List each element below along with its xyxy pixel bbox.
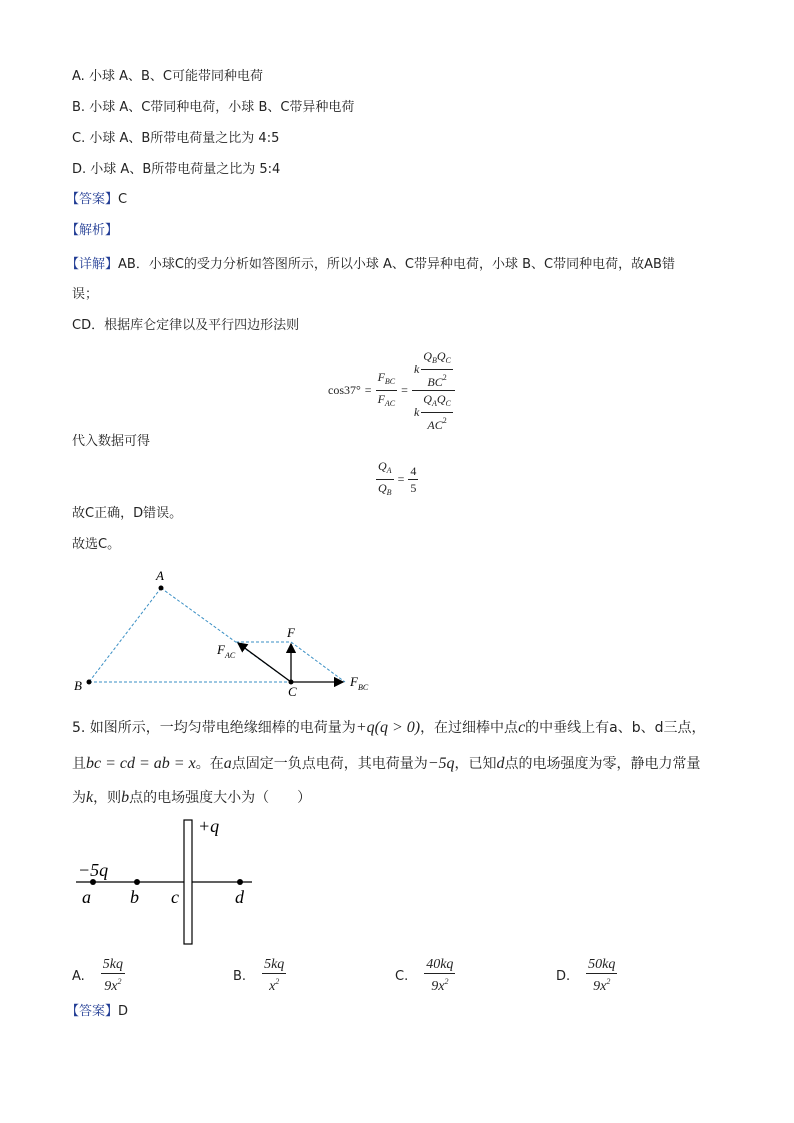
detail-line-2: 误； <box>72 287 99 302</box>
detail-line-1 <box>66 256 675 274</box>
analysis-line <box>66 222 118 240</box>
option-text: 小球 A、C带同种电荷，小球 B、C带异种电荷 <box>89 100 355 115</box>
q5-line-1: 5. 如图所示，一均匀带电绝缘细棒的电荷量为+q(q > 0)，在过细棒中点c的中垂线上有a、b、d三点， <box>72 719 706 736</box>
rod-diagram <box>70 812 270 952</box>
detail-tag: 【详解】 <box>66 257 119 272</box>
option-b <box>72 99 354 117</box>
label-c: c <box>171 887 179 907</box>
equals-sign: = <box>401 383 408 397</box>
cos-term: cos37° <box>328 383 361 397</box>
substitute-line: 代入数据可得 <box>72 434 151 449</box>
q5-option-b: B. $\frac{5kq}{x^2}$ <box>233 957 285 994</box>
equals-sign: = <box>397 472 405 486</box>
force-diagram <box>60 560 400 700</box>
arrow-fac <box>238 643 291 682</box>
option-key: D. <box>72 162 87 177</box>
option-key: A. <box>72 69 85 84</box>
coulomb-ratio: k $\frac{Q_BQ_C}{BC^2}$ k $\frac{Q_AQ_C}{AC^2}$ <box>412 348 455 433</box>
label-b: B <box>74 678 82 693</box>
q5-line-2: 且bc = cd = ab = x。在a点固定一负点电荷，其电荷量为−5q，已知d点的电场强度为零，静电力常量 <box>72 755 701 772</box>
answer-value: D <box>118 1004 129 1019</box>
option-a <box>72 68 263 86</box>
analysis-tag: 【解析】 <box>66 223 119 238</box>
q5-option-a: A. $\frac{5kq}{9x^2}$ <box>72 957 124 994</box>
conclusion-1: 故C正确，D错误。 <box>72 506 183 521</box>
point-a <box>159 586 164 591</box>
force-ratio: $\frac{F_{BC}}{F_{AC}}$ <box>377 370 396 408</box>
label-b: b <box>130 887 139 907</box>
answer-line-q4 <box>66 191 127 209</box>
point-b <box>134 879 140 885</box>
point-b <box>87 680 92 685</box>
label-point-charge: −5q <box>78 860 109 880</box>
answer-tag: 【答案】 <box>66 192 119 207</box>
option-text: 小球 A、B所带电荷量之比为 5:4 <box>90 162 281 177</box>
conclusion-2: 故选C。 <box>72 537 121 552</box>
dashed-right <box>291 642 345 682</box>
option-c <box>72 130 279 148</box>
answer-line-q5 <box>66 1003 128 1021</box>
option-text: 小球 A、B、C可能带同种电荷 <box>88 69 263 84</box>
option-text: 小球 A、B所带电荷量之比为 4:5 <box>89 131 280 146</box>
label-fbc: $F_{BC}$ <box>350 674 369 692</box>
answer-value: C <box>118 192 128 207</box>
label-rod-charge: +q <box>198 816 220 836</box>
dashed-ab <box>89 588 161 682</box>
detail-cd: CD．根据库仑定律以及平行四边形法则 <box>72 318 300 333</box>
q5-line-3: 为k，则b点的电场强度大小为（ ） <box>72 789 312 806</box>
label-c: C <box>288 684 297 699</box>
formula-coulomb-ratio <box>328 348 455 433</box>
q5-option-d: D. $\frac{50kq}{9x^2}$ <box>556 957 616 994</box>
option-key: C. <box>72 131 86 146</box>
charged-rod <box>184 820 192 944</box>
charge-ratio: $\frac{Q_A}{Q_B}$ <box>378 459 392 497</box>
label-a: A <box>156 568 164 583</box>
value-ratio: $\frac{4}{5}$ <box>410 464 417 495</box>
formula-charge-ratio <box>376 458 418 501</box>
label-fac: $F_{AC}$ <box>217 642 236 660</box>
label-d: d <box>235 887 244 907</box>
label-a: a <box>82 887 91 907</box>
option-d <box>72 161 280 179</box>
label-f: F <box>287 625 295 640</box>
q5-option-c: C. $\frac{40kq}{9x^2}$ <box>395 957 454 994</box>
point-d <box>237 879 243 885</box>
answer-tag: 【答案】 <box>66 1004 119 1019</box>
detail-text: AB．小球C的受力分析如答图所示，所以小球 A、C带异种电荷，小球 B、C带同种电荷，故AB错 <box>118 257 675 272</box>
option-key: B. <box>72 100 86 115</box>
equals-sign: = <box>364 383 372 397</box>
